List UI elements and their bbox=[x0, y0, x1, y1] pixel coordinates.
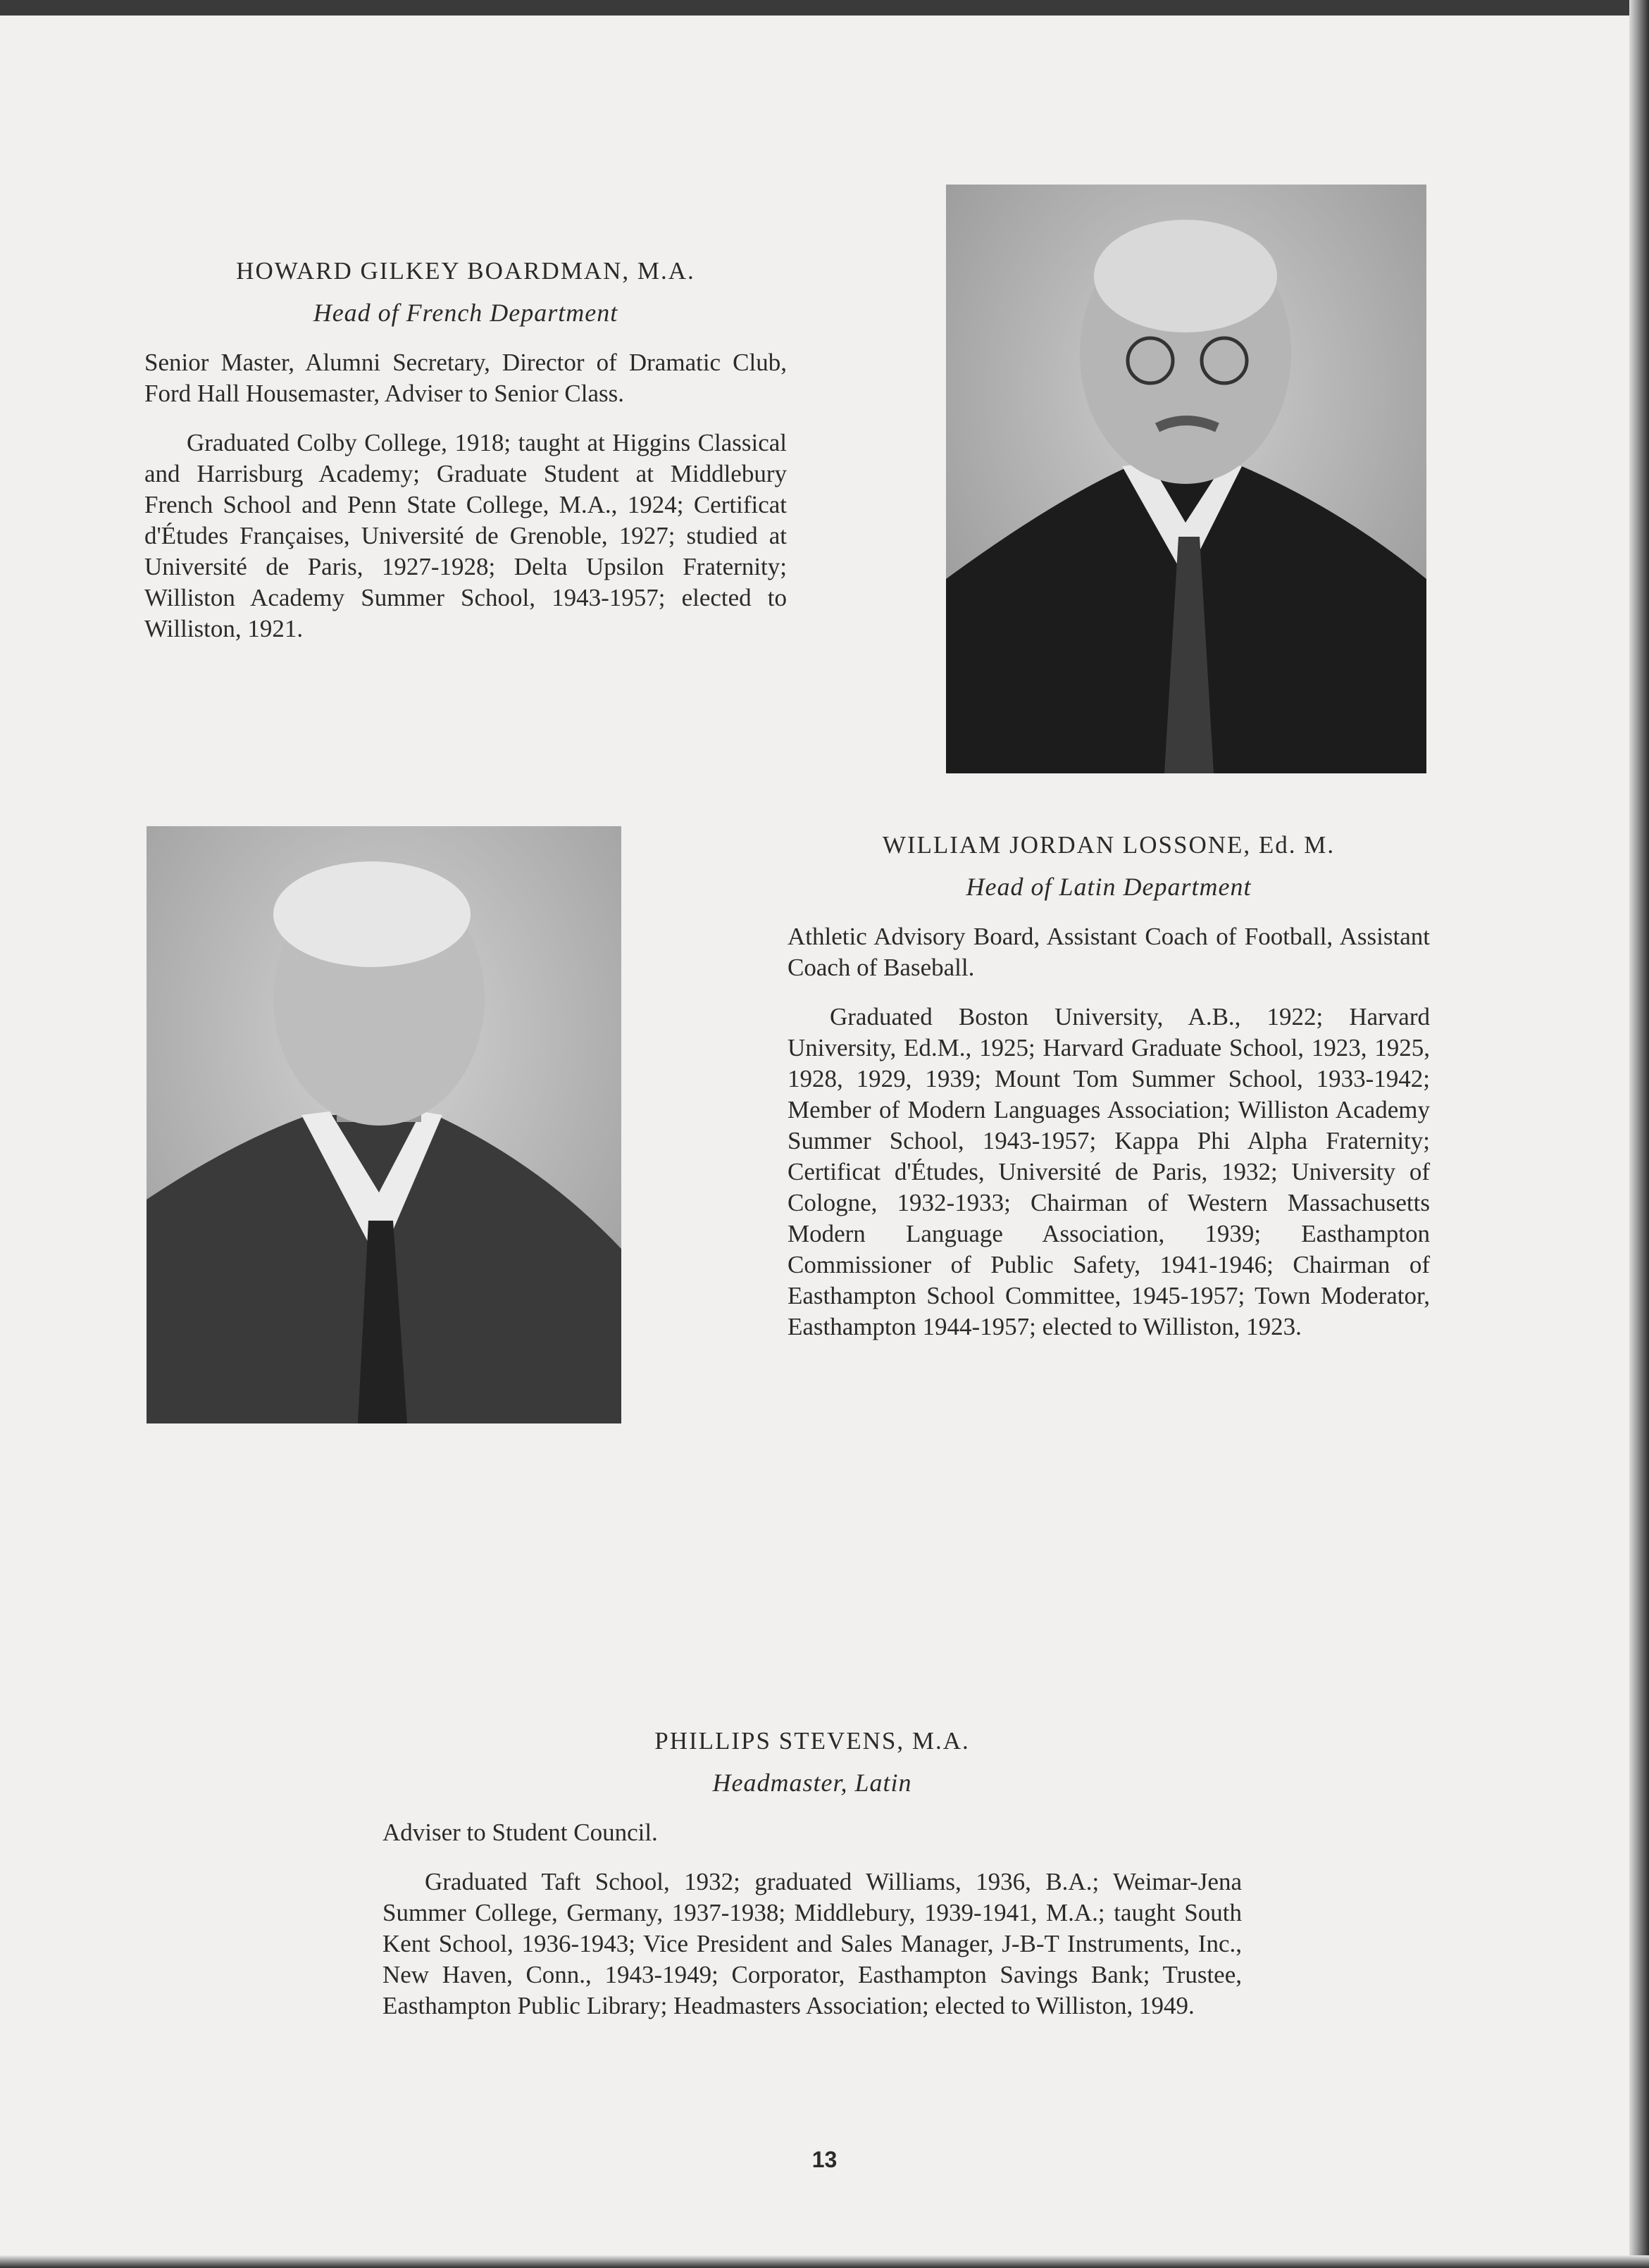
person-duties: Adviser to Student Council. bbox=[382, 1819, 658, 1846]
person-duties: Athletic Advisory Board, Assistant Coach of Football, Assistant Coach of Baseball. bbox=[788, 923, 1430, 981]
person-bio: Graduated Taft School, 1932; graduated Williams, 1936, B.A.; Weimar-Jena Summer College, Germany, 1937-1938; Middlebury, 1939-1941, M.A.; taught South Kent School, 1936-1943; Vice President and Sales Manager, J-B-T Instruments, Inc., New Haven, Conn., 1943-1949; Corporator, Easthampton Savings Bank; Trustee, Easthampton Public Library; Headmasters Association; elected to Williston, 1949. bbox=[382, 1868, 1242, 2019]
person-bio: Graduated Boston University, A.B., 1922; Harvard University, Ed.M., 1925; Harvard Graduate School, 1923, 1925, 1928, 1929, 1939; Mount Tom Summer School, 1933-1942; Member of Modern Languages Association; Williston Academy Summer School, 1943-1957; Kappa Phi Alpha Fraternity; Certificat d'Études, Université de Paris, 1932; University of Cologne, 1932-1933; Chairman of Western Massachusetts Modern Language Association, 1939; Easthampton Commissioner of Public Safety, 1941-1946; Chairman of Easthampton School Committee, 1945-1957; Town Moderator, Easthampton 1944-1957; elected to Williston, 1923. bbox=[788, 1003, 1430, 1340]
person-role: Headmaster, Latin bbox=[712, 1769, 912, 1797]
page-edge-right bbox=[1629, 0, 1649, 2268]
entry-stevens bbox=[382, 1727, 1242, 2040]
person-name: WILLIAM JORDAN LOSSONE, Ed. M. bbox=[882, 831, 1336, 859]
page-edge-bottom bbox=[0, 2255, 1649, 2268]
person-name: HOWARD GILKEY BOARDMAN, M.A. bbox=[236, 257, 695, 285]
entry-lossone bbox=[788, 831, 1430, 1361]
entry-boardman bbox=[144, 257, 787, 663]
person-role: Head of Latin Department bbox=[966, 873, 1252, 901]
person-role: Head of French Department bbox=[313, 299, 618, 327]
portrait-photo-boardman bbox=[946, 185, 1426, 773]
person-name: PHILLIPS STEVENS, M.A. bbox=[654, 1727, 970, 1755]
person-duties: Senior Master, Alumni Secretary, Director of Dramatic Club, Ford Hall Housemaster, Adviser to Senior Class. bbox=[144, 349, 787, 407]
page-number: 13 bbox=[811, 2147, 838, 2172]
page-edge-top bbox=[0, 0, 1649, 15]
portrait-photo-lossone bbox=[147, 826, 621, 1423]
person-bio: Graduated Colby College, 1918; taught at Higgins Classical and Harrisburg Academy; Graduate Student at Middlebury French School and Penn State College, M.A., 1924; Certificat d'Études Françaises, Université de Grenoble, 1927; studied at Université de Paris, 1927-1928; Delta Upsilon Fraternity; Williston Academy Summer School, 1943-1957; elected to Williston, 1921. bbox=[144, 429, 787, 642]
